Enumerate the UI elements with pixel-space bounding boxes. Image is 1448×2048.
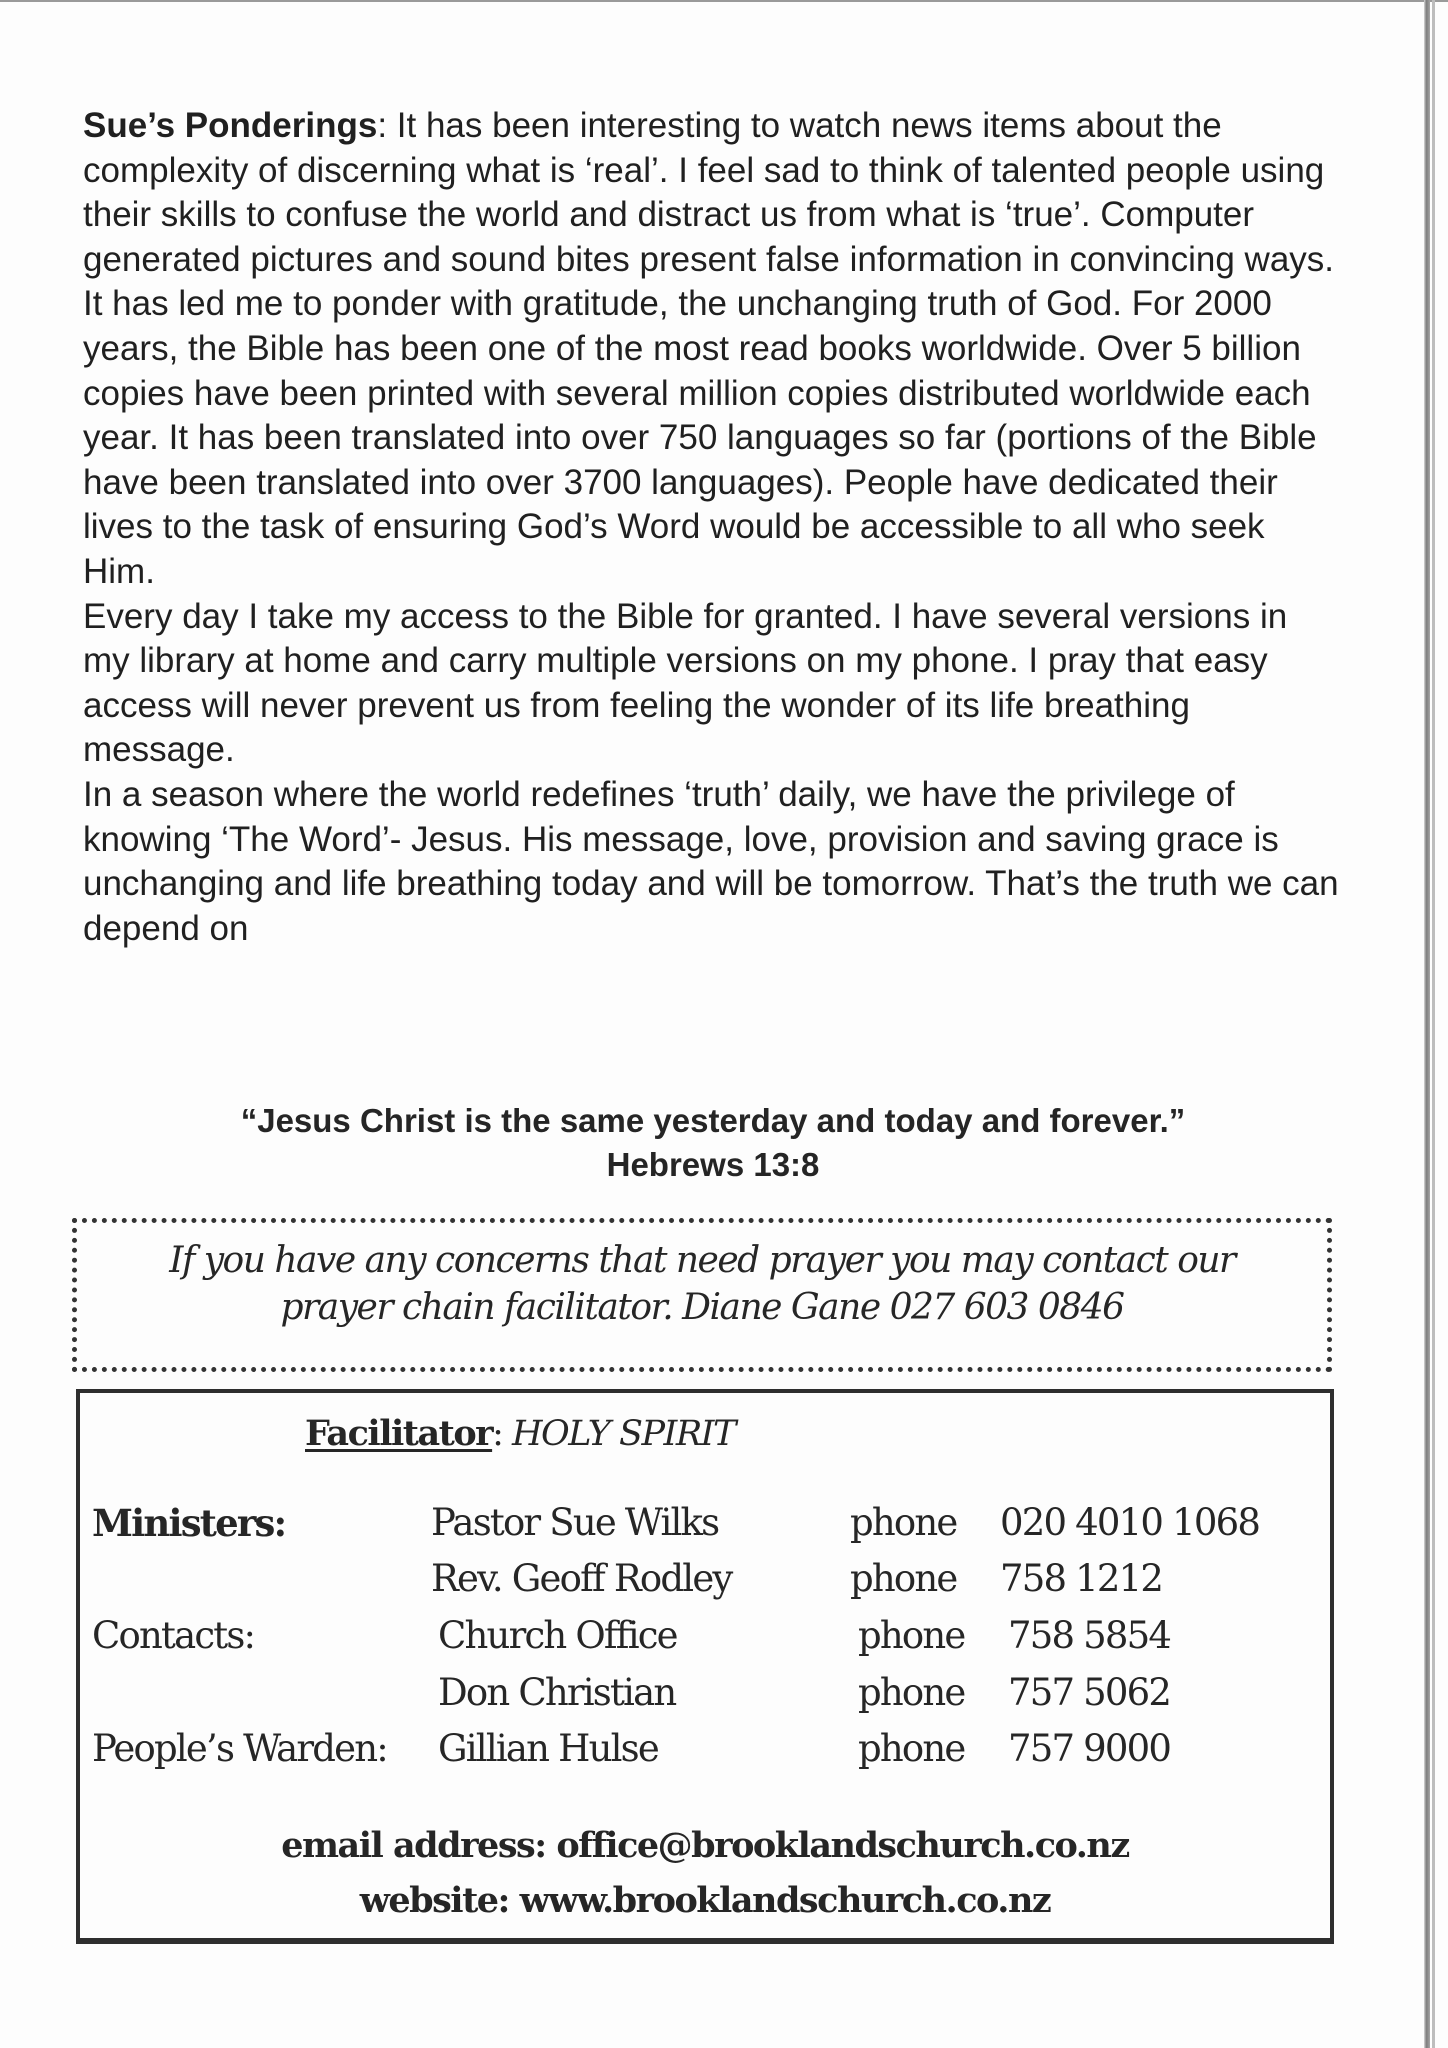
page-binding-edge xyxy=(1424,0,1430,2048)
contact-phone-number: 020 4010 1068 xyxy=(1000,1501,1260,1544)
contact-row xyxy=(80,1557,1330,1607)
article-sues-ponderings xyxy=(83,104,1343,951)
contact-phone-label: phone xyxy=(858,1671,965,1714)
contact-name: Pastor Sue Wilks xyxy=(431,1501,719,1544)
contact-row xyxy=(80,1727,1330,1777)
article-paragraph-1-text: : It has been interesting to watch news items about the complexity of discerning what is ‘real’. I feel sad to think of talented people using their skills to confuse the world and distract us from what is ‘true’. Computer generated pictures and sound bites present false information in convincing ways. xyxy=(83,106,1335,279)
contact-role: Ministers: xyxy=(92,1501,286,1545)
page-binding-edge-shadow xyxy=(1432,0,1435,2048)
contact-directory-box xyxy=(76,1389,1334,1944)
contact-role: People’s Warden: xyxy=(92,1727,387,1770)
prayer-chain-box xyxy=(72,1218,1332,1372)
contact-phone-number: 758 5854 xyxy=(1008,1614,1171,1657)
facilitator-separator: : xyxy=(492,1414,513,1454)
contact-phone-label: phone xyxy=(858,1614,965,1657)
contact-name: Gillian Hulse xyxy=(438,1727,658,1770)
prayer-line-1: If you have any concerns that need prayer you may contact our xyxy=(169,1240,1235,1281)
contact-phone-label: phone xyxy=(858,1727,965,1770)
verse-quote: “Jesus Christ is the same yesterday and today and forever.” xyxy=(240,1102,1186,1139)
contact-phone-label: phone xyxy=(850,1501,957,1544)
contact-row xyxy=(80,1614,1330,1664)
facilitator-value: HOLY SPIRIT xyxy=(512,1414,735,1454)
contact-name: Rev. Geoff Rodley xyxy=(431,1557,732,1600)
contact-name: Don Christian xyxy=(438,1671,676,1714)
facilitator-line xyxy=(305,1413,735,1454)
website-line: website: www.brooklandschurch.co.nz xyxy=(359,1880,1051,1921)
contact-role: Contacts: xyxy=(92,1614,255,1657)
article-paragraph-2: It has led me to ponder with gratitude, the unchanging truth of God. For 2000 years, the Bible has been one of the most read books worldwide. Over 5 billion copies have been printed with several million copies distributed worldwide each year. It has been translated into over 750 languages so far (portions of the Bible have been translated into over 3700 languages). People have dedicated their lives to the task of ensuring God’s Word would be accessible to all who seek Him. xyxy=(83,284,1317,591)
contact-row xyxy=(80,1671,1330,1721)
prayer-chain-text xyxy=(77,1237,1327,1331)
verse-reference: Hebrews 13:8 xyxy=(606,1146,820,1183)
prayer-line-2: prayer chain facilitator. Diane Gane 027 603 0846 xyxy=(280,1287,1124,1328)
page-top-edge xyxy=(0,0,1448,2)
contact-row xyxy=(80,1501,1330,1551)
contact-phone-label: phone xyxy=(850,1557,957,1600)
facilitator-label: Facilitator xyxy=(305,1413,493,1454)
contact-phone-number: 758 1212 xyxy=(1000,1557,1163,1600)
contact-phone-number: 757 5062 xyxy=(1008,1671,1171,1714)
article-paragraph-1 xyxy=(83,104,1343,282)
article-paragraph-3: Every day I take my access to the Bible for granted. I have several versions in my library at home and carry multiple versions on my phone. I pray that easy access will never prevent us from feeling the wonder of its life breathing message. xyxy=(83,596,1288,770)
scripture-verse xyxy=(83,1099,1343,1187)
contact-phone-number: 757 9000 xyxy=(1008,1727,1171,1770)
article-paragraph-4: In a season where the world redefines ‘truth’ daily, we have the privilege of knowing ‘The Word’- Jesus. His message, love, provision and saving grace is unchanging and life breathing today and will be tomorrow. That’s the truth we can depend on xyxy=(83,774,1339,948)
email-address-line: email address: office@brooklandschurch.co.nz xyxy=(281,1825,1129,1866)
article-heading: Sue’s Ponderings xyxy=(83,106,378,145)
contact-name: Church Office xyxy=(438,1614,677,1657)
